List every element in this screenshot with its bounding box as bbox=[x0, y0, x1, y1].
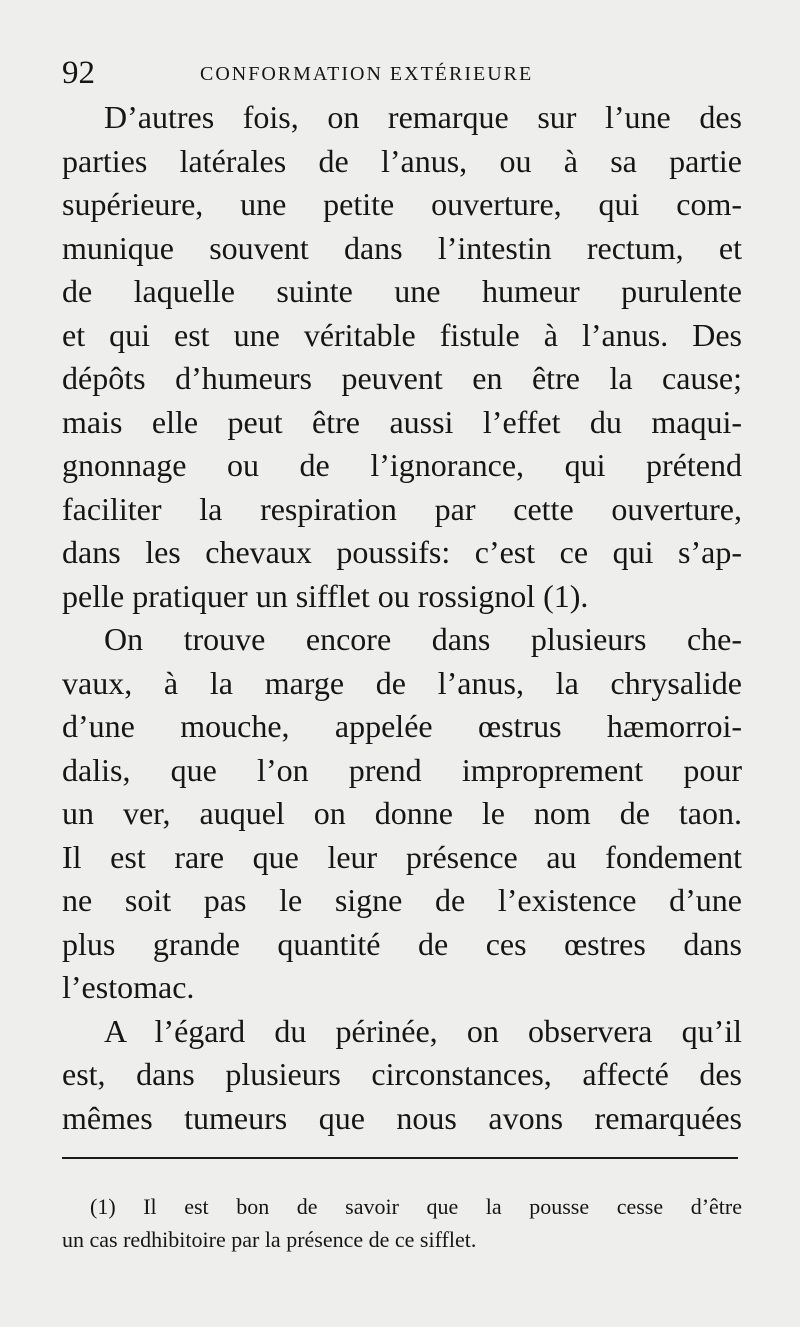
text-line: et qui est une véritable fistule à l’anus. Des bbox=[62, 316, 742, 353]
footnote-divider bbox=[62, 1157, 738, 1159]
text-line: d’une mouche, appelée œstrus hæmorroi- bbox=[62, 708, 742, 744]
text-line: pelle pratiquer un sifflet ou rossignol (1). bbox=[62, 577, 589, 614]
text-line: D’autres fois, on remarque sur l’une des bbox=[104, 99, 742, 135]
text-line: A l’égard du périnée, on observera qu’il bbox=[104, 1012, 742, 1049]
text-line: Il est rare que leur présence au fondement bbox=[62, 838, 742, 875]
text-line: faciliter la respiration par cette ouverture, bbox=[62, 490, 742, 527]
body-text bbox=[62, 96, 742, 1140]
text-line: mais elle peut être aussi l’effet du maqui- bbox=[62, 403, 742, 440]
text-line: parties latérales de l’anus, ou à sa partie bbox=[62, 142, 742, 179]
text-line: dans les chevaux poussifs: c’est ce qui s’ap- bbox=[62, 534, 742, 570]
text-line: mêmes tumeurs que nous avons remarquées bbox=[62, 1099, 742, 1136]
footnote-line: un cas redhibitoire par la présence de ce sifflet. bbox=[62, 1227, 477, 1252]
text-line: un ver, auquel on donne le nom de taon. bbox=[62, 795, 742, 831]
text-line: gnonnage ou de l’ignorance, qui prétend bbox=[62, 447, 742, 483]
text-line: plus grande quantité de ces œstres dans bbox=[62, 925, 742, 962]
text-line: l’estomac. bbox=[62, 969, 195, 1005]
text-line: dépôts d’humeurs peuvent en être la cause; bbox=[62, 360, 742, 396]
text-line: dalis, que l’on prend improprement pour bbox=[62, 751, 742, 788]
text-line: est, dans plusieurs circonstances, affecté des bbox=[62, 1056, 742, 1092]
text-line: vaux, à la marge de l’anus, la chrysalide bbox=[62, 664, 742, 701]
text-line: On trouve encore dans plusieurs che- bbox=[104, 621, 742, 657]
text-line: ne soit pas le signe de l’existence d’une bbox=[62, 882, 742, 918]
page-number: 92 bbox=[62, 55, 95, 91]
text-line: de laquelle suinte une humeur purulente bbox=[62, 273, 742, 309]
footnote-line: (1) Il est bon de savoir que la pousse cesse d’être bbox=[90, 1194, 742, 1219]
footnote bbox=[62, 1190, 742, 1256]
page-header bbox=[62, 55, 742, 95]
text-line: supérieure, une petite ouverture, qui com- bbox=[62, 186, 742, 222]
running-head: CONFORMATION EXTÉRIEURE bbox=[200, 63, 534, 85]
text-line: munique souvent dans l’intestin rectum, et bbox=[62, 229, 742, 266]
